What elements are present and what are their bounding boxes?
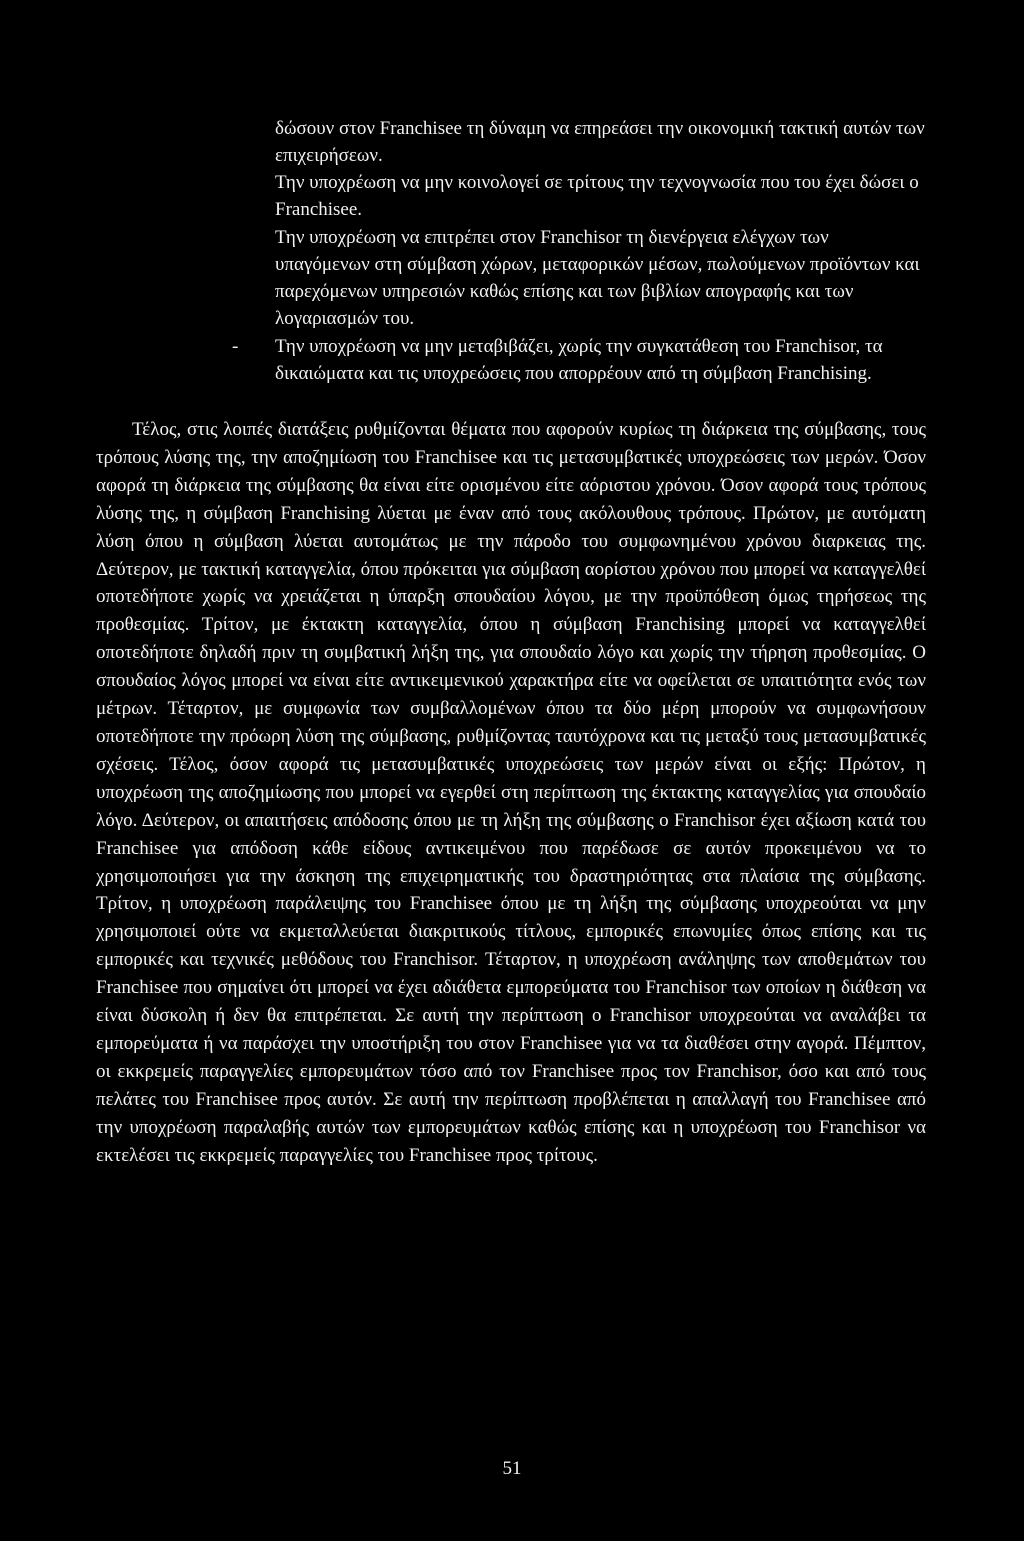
list-item-inspection: Την υποχρέωση να επιτρέπει στον Franchisor τη διενέργεια ελέγχων των υπαγόμενων στη σύμβαση χώρων, μεταφορικών μέσων, πωλούμενων προϊόντων και παρεχόμενων υπηρεσιών καθώς επίσης και των βιβλίων απογραφής και των λογαριασμών του. — [275, 227, 920, 329]
continuation-text: δώσουν στον Franchisee τη δύναμη να επηρεάσει την οικονομική τακτική αυτών των επιχειρήσεων. — [275, 118, 925, 166]
list-dash-marker: - — [232, 336, 239, 357]
list-item-knowhow: Την υποχρέωση να μην κοινολογεί σε τρίτους την τεχνογνωσία που του έχει δώσει ο Franchisee. — [275, 172, 919, 220]
page-number: 51 — [502, 1458, 522, 1479]
list-item-transfer: Την υποχρέωση να μην μεταβιβάζει, χωρίς την συγκατάθεση του Franchisor, τα δικαιώματα και τις υποχρεώσεις που απορρέουν από τη σύμβαση Franchising. — [275, 336, 883, 384]
main-paragraph: Τέλος, στις λοιπές διατάξεις ρυθμίζονται θέματα που αφορούν κυρίως τη διάρκεια της σύμβασης, τους τρόπους λύσης της, την αποζημίωση του Franchisee και τις μετασυμβατικές υποχρεώσεις των μερών. Όσον αφορά τη διάρκεια της σύμβασης θα είναι είτε ορισμένου είτε αόριστου χρόνου. Όσον αφορά τους τρόπους λύσης της, η σύμβαση Franchising λύεται με έναν από τους ακόλουθους τρόπους. Πρώτον, με αυτόματη λύση όπου η σύμβαση λύεται αυτομάτως με την πάροδο του συμφωνημένου χρόνου διαρκειας της. Δεύτερον, με τακτική καταγγελία, όπου πρόκειται για σύμβαση αορίστου χρόνου που μπορεί να καταγγελθεί οποτεδήποτε χωρίς να χρειάζεται η ύπαρξη σπουδαίου λόγου, με την προϋπόθεση όμως τηρήσεως της προθεσμίας. Τρίτον, με έκτακτη καταγγελία, όπου η σύμβαση Franchising μπορεί να καταγγελθεί οποτεδήποτε δηλαδή πριν τη συμβατική λήξη της, για σπουδαίο λόγο και χωρίς την τήρηση προθεσμίας. Ο σπουδαίος λόγος μπορεί να είναι είτε αντικειμενικού χαρακτήρα είτε να οφείλεται σε υπαιτιότητα ενός των μέτρων. Τέταρτον, με συμφωνία των συμβαλλομένων όπου τα δύο μέρη μπορούν να συμφωνήσουν οποτεδήποτε την πρόωρη λύση της σύμβασης, ρυθμίζοντας ταυτόχρονα και τις μεταξύ τους μετασυμβατικές σχέσεις. Τέλος, όσον αφορά τις μετασυμβατικές υποχρεώσεις των μερών είναι οι εξής: Πρώτον, η υποχρέωση της αποζημίωσης που μπορεί να εγερθεί στη περίπτωση της έκτακτης καταγγελίας για σπουδαίο λόγο. Δεύτερον, οι απαιτήσεις απόδοσης όπου με τη λήξη της σύμβασης ο Franchisor έχει αξίωση κατά του Franchisee για απόδοση κάθε είδους αντικειμένου που παρέδωσε σε αυτόν προκειμένου να το χρησιμοποιήσει για την άσκηση της επιχειρηματικής του δραστηριότητας στα πλαίσια της σύμβασης. Τρίτον, η υποχρέωση παράλειψης του Franchisee όπου με τη λήξη της σύμβασης υποχρεούται να μην χρησιμοποιεί ούτε να εκμεταλλεύεται διακριτικούς τίτλους, εμπορικές επωνυμίες όπως επίσης και τις εμπορικές και τεχνικές μεθόδους του Franchisor. Τέταρτον, η υποχρέωση ανάληψης των αποθεμάτων του Franchisee που σημαίνει ότι μπορεί να έχει αδιάθετα εμπορεύματα του Franchisor των οποίων η διάθεση να είναι δύσκολη ή δεν θα επιτρέπεται. Σε αυτή την περίπτωση ο Franchisor υποχρεούται να αναλάβει τα εμπορεύματα ή να παράσχει την υποστήριξη του στον Franchisee για να τα διαθέσει στην αγορά. Πέμπτον, οι εκκρεμείς παραγγελίες εμπορευμάτων τόσο από τον Franchisee προς τον Franchisor, όσο και από τους πελάτες του Franchisee προς αυτόν. Σε αυτή την περίπτωση προβλέπεται η απαλλαγή του Franchisee από την υποχρέωση παραλαβής αυτών των εμπορευμάτων καθώς επίσης και η υποχρέωση του Franchisor να εκτελέσει τις εκκρεμείς παραγγελίες του Franchisee προς τρίτους. — [96, 419, 926, 1166]
